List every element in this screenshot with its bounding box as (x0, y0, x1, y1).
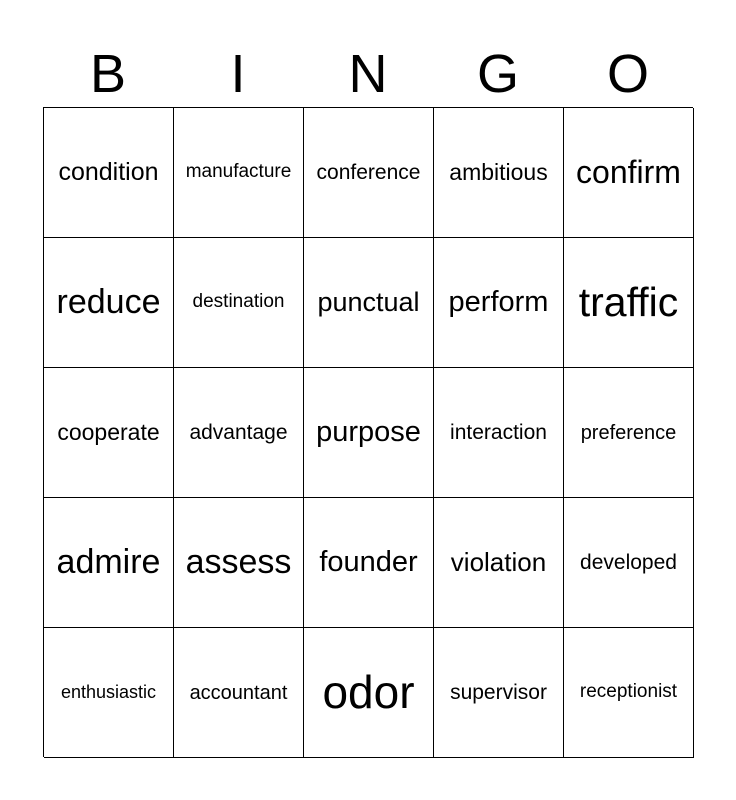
bingo-cell[interactable]: destination (174, 238, 304, 368)
bingo-cell[interactable]: perform (434, 238, 564, 368)
bingo-cell[interactable]: traffic (564, 238, 694, 368)
bingo-cell[interactable]: advantage (174, 368, 304, 498)
bingo-cell[interactable]: violation (434, 498, 564, 628)
bingo-cell[interactable]: reduce (44, 238, 174, 368)
bingo-cell[interactable]: founder (304, 498, 434, 628)
bingo-cell[interactable]: cooperate (44, 368, 174, 498)
bingo-cell[interactable]: condition (44, 108, 174, 238)
bingo-cell[interactable]: conference (304, 108, 434, 238)
header-letter-b: B (89, 44, 127, 104)
bingo-cell[interactable]: punctual (304, 238, 434, 368)
bingo-cell[interactable]: interaction (434, 368, 564, 498)
bingo-cell[interactable]: admire (44, 498, 174, 628)
bingo-cell[interactable]: receptionist (564, 628, 694, 758)
bingo-cell[interactable]: manufacture (174, 108, 304, 238)
bingo-cell[interactable]: accountant (174, 628, 304, 758)
bingo-cell[interactable]: supervisor (434, 628, 564, 758)
bingo-cell[interactable]: preference (564, 368, 694, 498)
bingo-cell[interactable]: ambitious (434, 108, 564, 238)
header-letter-o: O (606, 44, 649, 104)
bingo-cell[interactable]: assess (174, 498, 304, 628)
bingo-cell[interactable]: purpose (304, 368, 434, 498)
bingo-cell[interactable]: developed (564, 498, 694, 628)
bingo-cell[interactable]: odor (304, 628, 434, 758)
bingo-cell[interactable]: enthusiastic (44, 628, 174, 758)
header-letter-g: G (476, 44, 519, 104)
header-letter-i: I (230, 44, 246, 104)
header-letter-n: N (348, 44, 388, 104)
bingo-header (43, 40, 693, 108)
bingo-cell[interactable]: confirm (564, 108, 694, 238)
bingo-board (43, 107, 693, 757)
